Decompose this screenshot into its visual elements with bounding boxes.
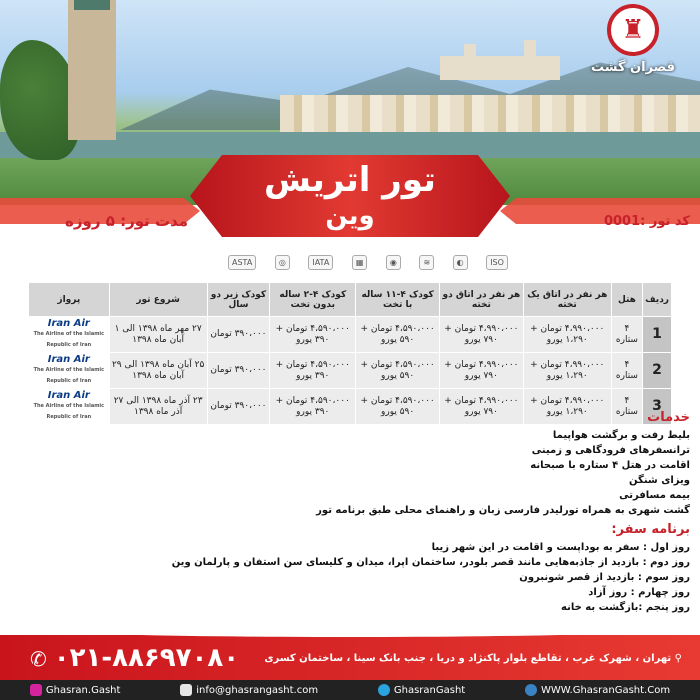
row-number: 3 xyxy=(643,389,672,425)
row-number: 2 xyxy=(643,353,672,389)
accreditation-logo-icon: ≋ xyxy=(419,255,434,270)
hotel-cell: ۴ ستاره xyxy=(611,389,642,425)
phone-icon: ✆ xyxy=(30,647,48,671)
tour-title: تور اتریش xyxy=(264,160,436,200)
brand-logo xyxy=(588,4,678,84)
itinerary-title: برنامه سفر: xyxy=(611,522,690,537)
infant-price-cell: ۳۹۰،۰۰۰ تومان xyxy=(207,317,270,353)
list-item: بلیط رفت و برگشت هواپیما xyxy=(552,430,690,441)
double-price-cell: ۴،۹۹۰،۰۰۰ تومان + ۷۹۰ یورو xyxy=(440,317,524,353)
airline-tagline: The Airline of the Islamic Republic of Iran xyxy=(33,403,105,420)
header-hotel: هتل xyxy=(611,283,642,317)
iata-logo-icon: IATA xyxy=(308,255,333,270)
header-single: هر نفر در اتاق یک تخته xyxy=(523,283,611,317)
header-child-bed: کودک ۴-۱۱ ساله با تخت xyxy=(356,283,440,317)
header-infant: کودک زیر دو سال xyxy=(207,283,270,317)
iran-air-logo xyxy=(31,390,107,423)
table-header-row xyxy=(29,283,672,317)
email-icon xyxy=(180,684,192,696)
child-nobed-price-cell: ۴،۵۹۰،۰۰۰ تومان + ۳۹۰ یورو xyxy=(270,317,356,353)
airline-name: Iran Air xyxy=(47,318,90,329)
instagram-link[interactable] xyxy=(30,684,121,696)
list-item: روز چهارم : روز آزاد xyxy=(588,587,690,598)
telegram-link[interactable] xyxy=(378,684,465,696)
hotel-cell: ۴ ستاره xyxy=(611,353,642,389)
airline-name: Iran Air xyxy=(47,354,90,365)
list-item: روز دوم : بازدید از جاذبه‌هایی مانند قصر بلودر، ساختمان اپرا، میدان و کلیسای سن استفان و پارلمان وین xyxy=(171,557,690,568)
telegram-icon xyxy=(378,684,390,696)
instagram-text: Ghasran.Gasht xyxy=(45,685,121,696)
address-text: تهران ، شهرک غرب ، تقاطع بلوار پاکنژاد و دریا ، جنب بانک سینا ، ساختمان کسری xyxy=(264,653,672,664)
header-airline: پرواز xyxy=(29,283,110,317)
single-price-cell: ۴،۹۹۰،۰۰۰ تومان + ۱،۲۹۰ یورو xyxy=(523,389,611,425)
accreditation-logos xyxy=(228,250,508,274)
list-item: اقامت در هتل ۴ ستاره با صبحانه xyxy=(530,460,690,471)
airline-cell xyxy=(29,353,110,389)
accreditation-logo-icon: ◎ xyxy=(275,255,290,270)
services-title: خدمات xyxy=(647,410,690,425)
website-text: WWW.GhasranGasht.Com xyxy=(541,685,671,696)
list-item: روز اول : سفر به بوداپست و اقامت در این شهر زیبا xyxy=(431,542,690,553)
child-nobed-price-cell: ۴،۵۹۰،۰۰۰ تومان + ۳۹۰ یورو xyxy=(270,353,356,389)
infant-price-cell: ۳۹۰،۰۰۰ تومان xyxy=(207,389,270,425)
price-table xyxy=(28,282,672,425)
list-item: روز سوم : بازدید از قصر شونبرون xyxy=(519,572,690,583)
phone-text: ۰۲۱-۸۸۶۹۷۰۸۰ xyxy=(53,643,240,673)
iran-air-logo xyxy=(31,354,107,387)
itinerary-list xyxy=(150,540,690,615)
hotel-cell: ۴ ستاره xyxy=(611,317,642,353)
child-bed-price-cell: ۴،۵۹۰،۰۰۰ تومان + ۵۹۰ یورو xyxy=(356,353,440,389)
telegram-text: GhasranGasht xyxy=(393,685,466,696)
list-item: ویزای شنگن xyxy=(629,475,690,486)
iran-air-logo xyxy=(31,318,107,351)
header-child-nobed: کودک ۴-۲ ساله بدون تخت xyxy=(270,283,356,317)
child-bed-price-cell: ۴،۵۹۰،۰۰۰ تومان + ۵۹۰ یورو xyxy=(356,389,440,425)
airline-cell xyxy=(29,317,110,353)
email-link[interactable] xyxy=(180,684,318,696)
list-item: گشت شهری به همراه تورلیدر فارسی زبان و راهنمای محلی طبق برنامه تور xyxy=(316,505,690,516)
accreditation-logo-icon: ▦ xyxy=(352,255,368,270)
header-row-number: ردیف xyxy=(643,283,672,317)
social-bar xyxy=(0,680,700,700)
airline-tagline: The Airline of the Islamic Republic of Iran xyxy=(33,367,105,384)
dates-cell: ۲۵ آبان ماه ۱۳۹۸ الی ۲۹ آبان ماه ۱۳۹۸ xyxy=(109,353,207,389)
single-price-cell: ۴،۹۹۰،۰۰۰ تومان + ۱،۲۹۰ یورو xyxy=(523,353,611,389)
single-price-cell: ۴،۹۹۰،۰۰۰ تومان + ۱،۲۹۰ یورو xyxy=(523,317,611,353)
list-item: روز پنجم :بازگشت به خانه xyxy=(561,602,690,613)
table-row xyxy=(29,317,672,353)
header-double: هر نفر در اتاق دو تخته xyxy=(440,283,524,317)
email-text: info@ghasrangasht.com xyxy=(196,685,319,696)
accreditation-logo-icon: ◉ xyxy=(386,255,401,270)
globe-icon xyxy=(525,684,537,696)
instagram-icon xyxy=(30,684,42,696)
footer xyxy=(0,627,700,700)
location-pin-icon: ⚲ xyxy=(674,653,682,664)
logo-emblem-icon: ♜ xyxy=(607,4,659,56)
accreditation-logo-icon: ◐ xyxy=(453,255,468,270)
tour-duration: مدت تور: ۵ روزه xyxy=(65,212,188,230)
child-bed-price-cell: ۴،۵۹۰،۰۰۰ تومان + ۵۹۰ یورو xyxy=(356,317,440,353)
table-row xyxy=(29,353,672,389)
airline-name: Iran Air xyxy=(47,390,90,401)
double-price-cell: ۴،۹۹۰،۰۰۰ تومان + ۷۹۰ یورو xyxy=(440,353,524,389)
dates-cell: ۲۳ آذر ماه ۱۳۹۸ الی ۲۷ آذر ماه ۱۳۹۸ xyxy=(109,389,207,425)
dates-cell: ۲۷ مهر ماه ۱۳۹۸ الی ۱ آبان ماه ۱۳۹۸ xyxy=(109,317,207,353)
header-dates: شروع تور xyxy=(109,283,207,317)
double-price-cell: ۴،۹۹۰،۰۰۰ تومان + ۷۹۰ یورو xyxy=(440,389,524,425)
airline-cell xyxy=(29,389,110,425)
airline-tagline: The Airline of the Islamic Republic of Iran xyxy=(33,331,105,348)
row-number: 1 xyxy=(643,317,672,353)
iso-logo-icon: ISO xyxy=(486,255,508,270)
list-item: ترانسفرهای فرودگاهی و زمینی xyxy=(531,445,690,456)
asta-logo-icon: ASTA xyxy=(228,255,256,270)
brand-name: قصران گشت xyxy=(590,60,676,75)
castle xyxy=(440,40,560,80)
church-tower xyxy=(68,0,116,140)
infant-price-cell: ۳۹۰،۰۰۰ تومان xyxy=(207,353,270,389)
list-item: بیمه مسافرتی xyxy=(619,490,690,501)
tour-city: وین xyxy=(325,201,375,231)
phone-number[interactable] xyxy=(30,643,239,673)
tour-code: کد تور :0001 xyxy=(603,214,690,229)
child-nobed-price-cell: ۴،۵۹۰،۰۰۰ تومان + ۳۹۰ یورو xyxy=(270,389,356,425)
services-list xyxy=(250,428,690,518)
address xyxy=(262,653,682,664)
website-link[interactable] xyxy=(525,684,670,696)
